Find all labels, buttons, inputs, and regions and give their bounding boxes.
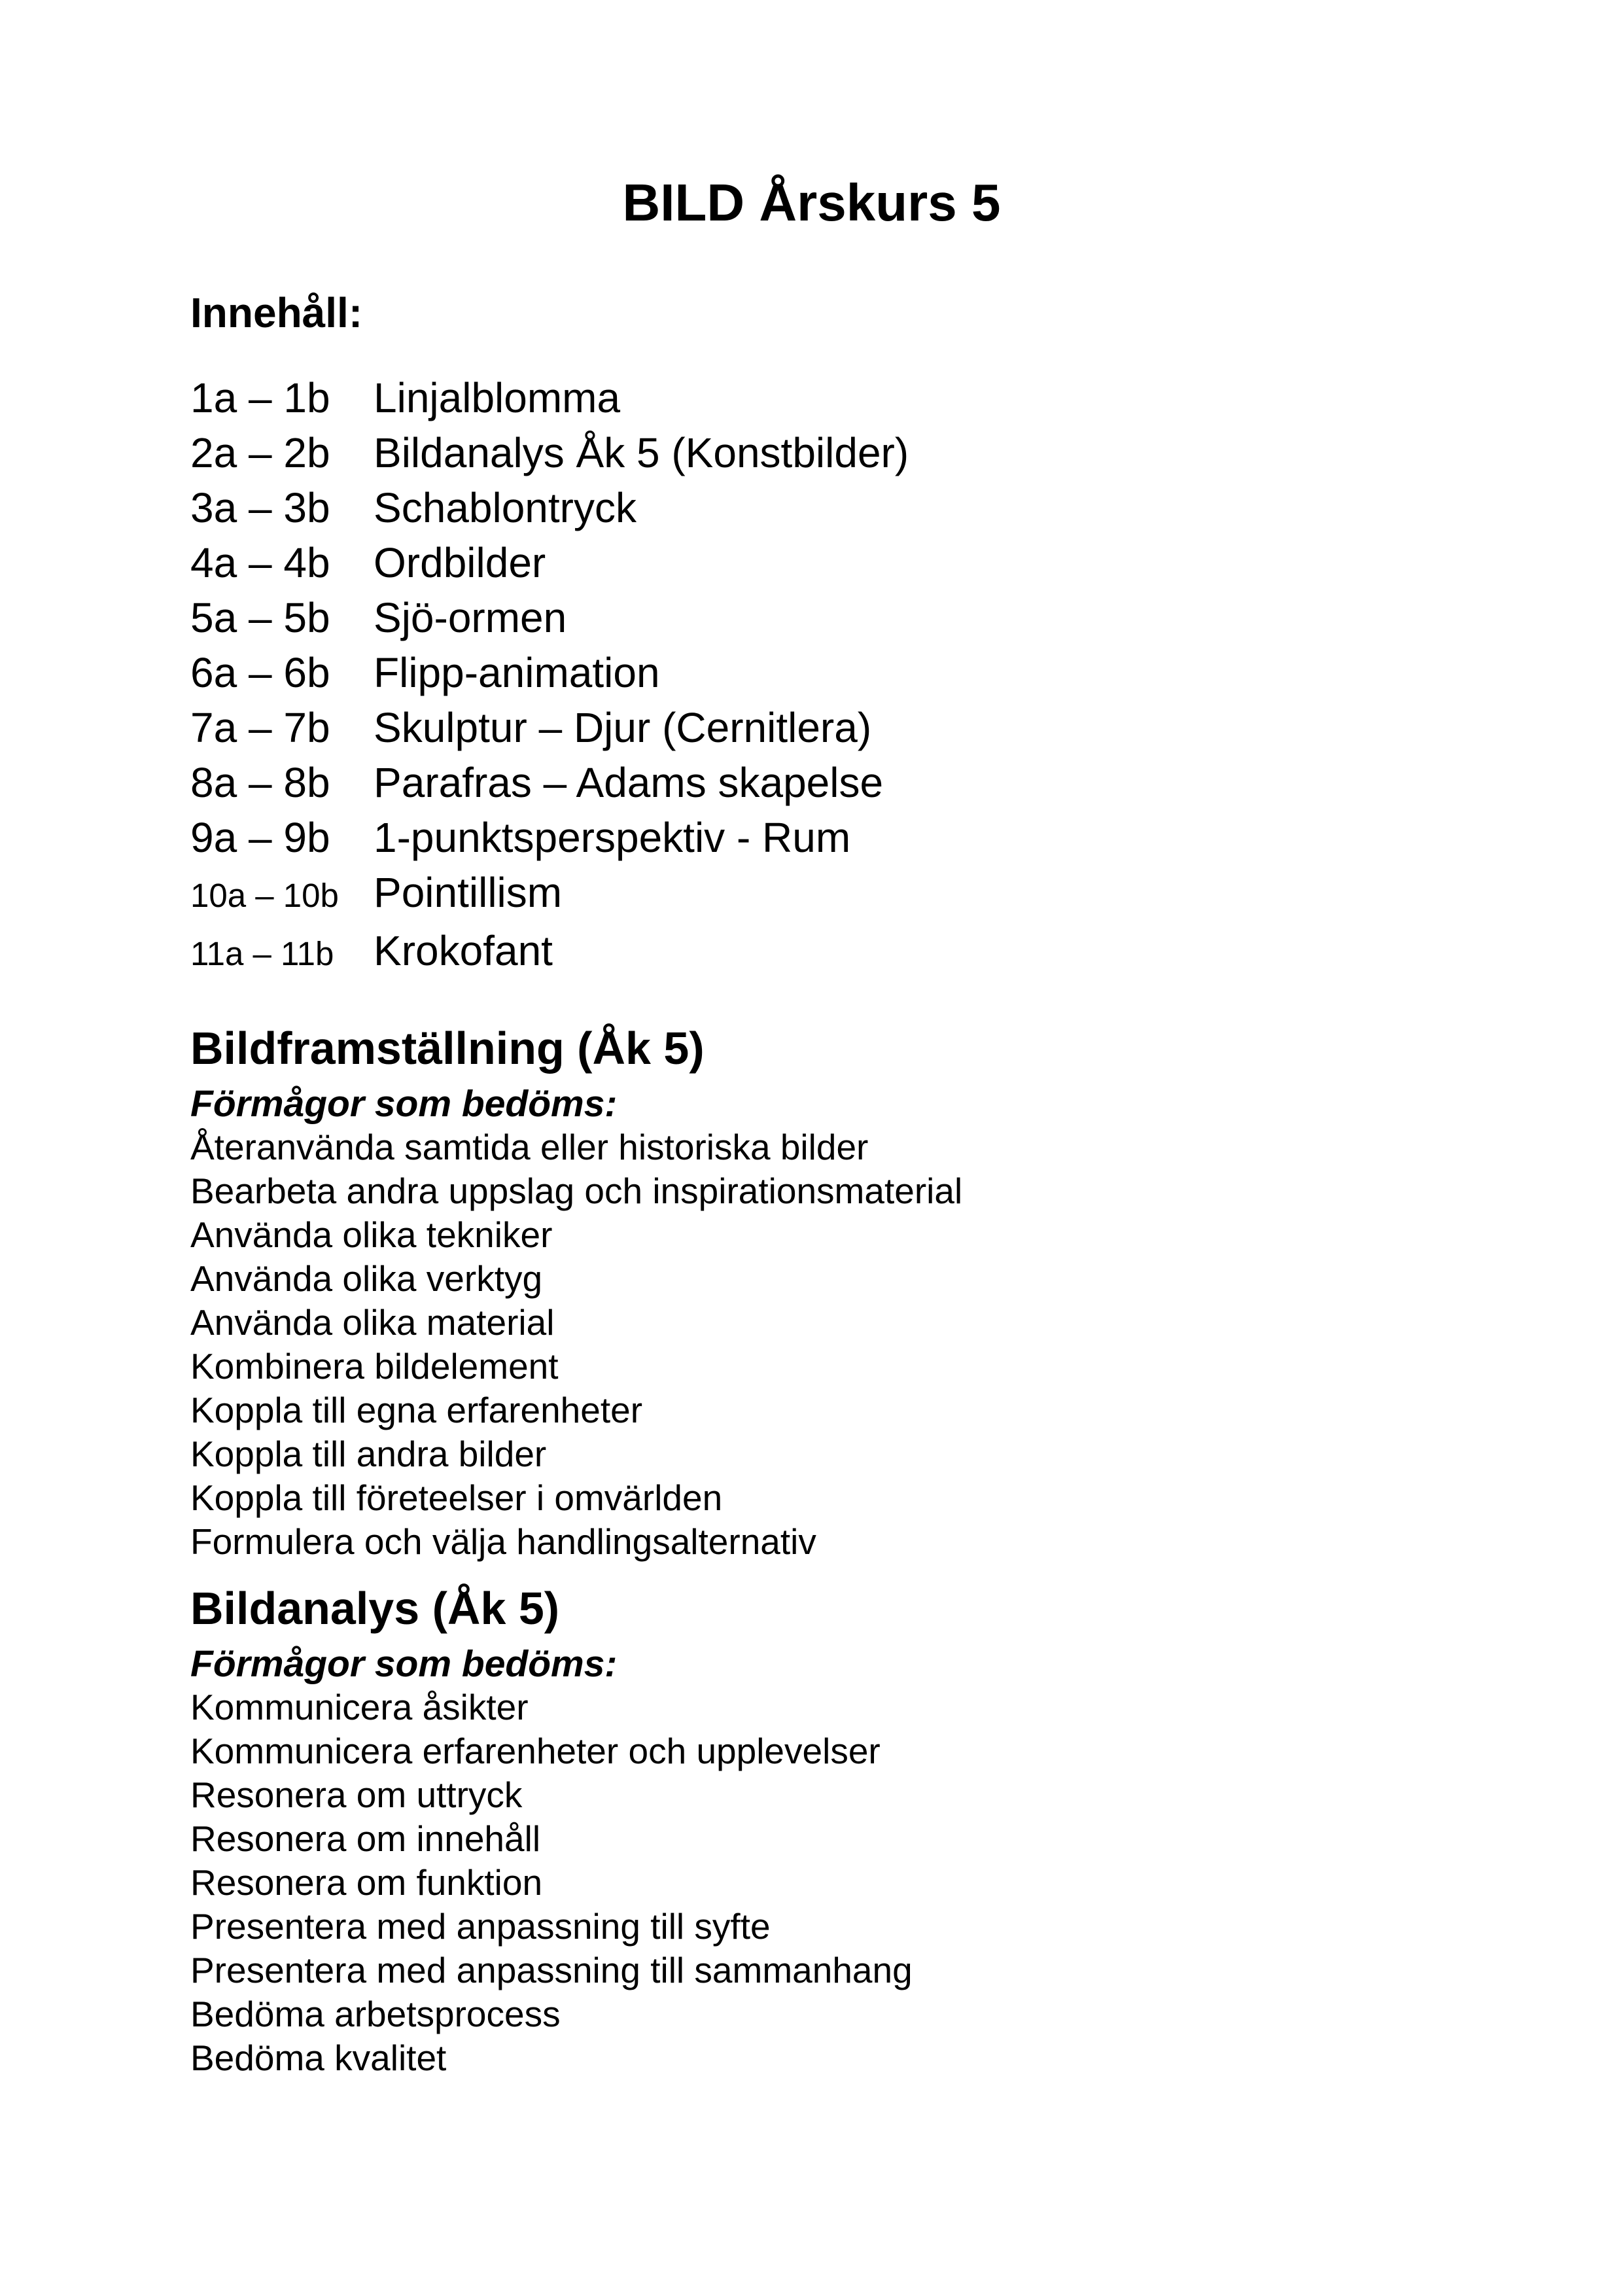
toc-row-label: 1-punktsperspektiv - Rum xyxy=(374,814,851,861)
toc-row-label: Krokofant xyxy=(374,927,553,974)
toc-row-label: Flipp-animation xyxy=(374,649,660,696)
section xyxy=(190,1581,1433,2080)
section-item-list xyxy=(190,1125,1433,1564)
section-heading: Bildframställning (Åk 5) xyxy=(190,1023,705,1074)
toc-row-range: 8a – 8b xyxy=(190,759,330,806)
section-subheading: Förmågor som bedöms: xyxy=(190,1643,618,1685)
toc-row-range: 5a – 5b xyxy=(190,594,330,641)
list-item: Koppla till företeelser i omvärlden xyxy=(190,1477,723,1518)
list-item: Använda olika material xyxy=(190,1302,555,1343)
toc-row xyxy=(190,425,1433,480)
toc-row-label: Parafras – Adams skapelse xyxy=(374,759,884,806)
list-item: Använda olika tekniker xyxy=(190,1214,553,1255)
toc-row-label: Pointillism xyxy=(374,869,563,916)
toc-row xyxy=(190,370,1433,425)
toc-row-range: 11a – 11b xyxy=(190,935,334,972)
toc-row-range: 9a – 9b xyxy=(190,814,330,861)
section-item-list xyxy=(190,1686,1433,2080)
list-item: Kombinera bildelement xyxy=(190,1346,559,1386)
toc-row xyxy=(190,700,1433,755)
toc-row-label: Schablontryck xyxy=(374,484,637,531)
toc-list xyxy=(190,370,1433,981)
list-item: Använda olika verktyg xyxy=(190,1258,543,1299)
list-item: Bearbeta andra uppslag och inspirationsmaterial xyxy=(190,1171,963,1211)
toc-row-range: 3a – 3b xyxy=(190,484,330,531)
toc-row xyxy=(190,755,1433,810)
toc-row-range: 6a – 6b xyxy=(190,649,330,696)
toc-row-label: Ordbilder xyxy=(374,539,546,586)
list-item: Koppla till andra bilder xyxy=(190,1434,547,1474)
list-item: Bedöma kvalitet xyxy=(190,2038,447,2078)
page-title: BILD Årskurs 5 xyxy=(622,173,1001,232)
toc-row xyxy=(190,865,1433,923)
toc-row-range: 7a – 7b xyxy=(190,704,330,751)
toc-row xyxy=(190,480,1433,535)
list-item: Återanvända samtida eller historiska bilder xyxy=(190,1127,869,1167)
list-item: Resonera om uttryck xyxy=(190,1775,523,1815)
toc-row-label: Linjalblomma xyxy=(374,374,621,421)
toc-row xyxy=(190,590,1433,645)
list-item: Presentera med anpassning till syfte xyxy=(190,1906,771,1947)
list-item: Kommunicera åsikter xyxy=(190,1687,529,1727)
toc-row-range: 10a – 10b xyxy=(190,877,339,914)
toc-row-label: Skulptur – Djur (Cernitlera) xyxy=(374,704,872,751)
toc-row-range: 4a – 4b xyxy=(190,539,330,586)
toc-row-label: Sjö-ormen xyxy=(374,594,567,641)
list-item: Bedöma arbetsprocess xyxy=(190,1994,561,2034)
list-item: Resonera om funktion xyxy=(190,1862,543,1903)
list-item: Kommunicera erfarenheter och upplevelser xyxy=(190,1731,881,1771)
list-item: Koppla till egna erfarenheter xyxy=(190,1390,643,1430)
list-item: Formulera och välja handlingsalternativ xyxy=(190,1521,816,1562)
toc-row-range: 2a – 2b xyxy=(190,429,330,476)
toc-row xyxy=(190,535,1433,590)
section-heading: Bildanalys (Åk 5) xyxy=(190,1583,560,1634)
sections-container xyxy=(190,1021,1433,2080)
section xyxy=(190,1021,1433,1564)
toc-row xyxy=(190,810,1433,865)
list-item: Resonera om innehåll xyxy=(190,1818,541,1859)
section-subheading: Förmågor som bedöms: xyxy=(190,1083,618,1125)
toc-row xyxy=(190,645,1433,700)
toc-row-label: Bildanalys Åk 5 (Konstbilder) xyxy=(374,429,909,476)
toc-row-range: 1a – 1b xyxy=(190,374,330,421)
list-item: Presentera med anpassning till sammanhang xyxy=(190,1950,913,1990)
toc-row xyxy=(190,923,1433,981)
toc-heading: Innehåll: xyxy=(190,289,363,336)
